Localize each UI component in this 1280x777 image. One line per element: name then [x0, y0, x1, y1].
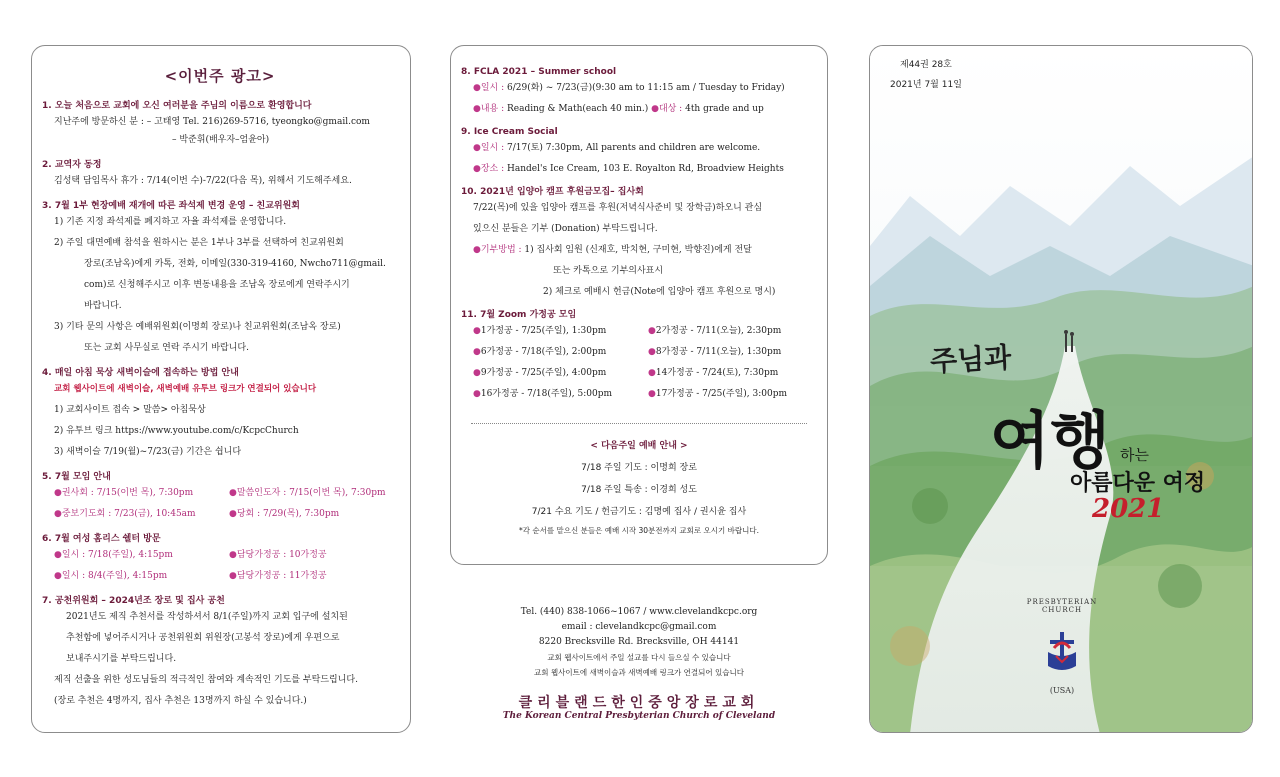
bullet-icon: ● [648, 347, 656, 357]
bullet-icon: ● [54, 509, 62, 519]
email: email : clevelandkcpc@gmail.com [561, 622, 717, 632]
label: 장소 : [480, 164, 508, 174]
zoom-item: 9가정공 - 7/25(주일), 4:00pm [480, 368, 607, 378]
text-value: 4th grade and up [685, 104, 764, 114]
label: 기부방법 : [480, 245, 525, 255]
bullet-icon: ● [473, 83, 481, 93]
zoom-row [461, 321, 817, 342]
volume-number: 제44권 28호 [900, 60, 952, 70]
website-note: 교회 웹사이트에서 주일 설교를 다시 들으실 수 있습니다 [547, 653, 731, 662]
bullet-icon: ● [229, 488, 237, 498]
section-heading: 4. 매일 아침 묵상 새벽이슬에 접속하는 방법 안내 [42, 368, 239, 378]
text-line: 또는 카톡으로 기부의사표시 [553, 266, 664, 276]
text-line: 2) 체크로 예배시 헌금(Note에 입양아 캠프 후원으로 명시) [543, 287, 776, 297]
text-line: 김성택 담임목사 휴가 : 7/14(이번 수)-7/22(다음 목), 위해서 기도해주세요. [54, 176, 352, 186]
text-line: 7/21 수요 기도 / 헌금기도 : 김명예 집사 / 권시윤 집사 [531, 507, 747, 517]
bullet-icon: ● [229, 571, 237, 581]
zoom-item: 6가정공 - 7/18(주일), 2:00pm [480, 347, 607, 357]
issue-date: 2021년 7월 11일 [890, 80, 962, 90]
zoom-item: 17가정공 - 7/25(주일), 3:00pm [655, 389, 788, 399]
phone-web: Tel. (440) 838-1066~1067 / www.clevelandkcpc.org [520, 607, 758, 617]
text-line: 보내주시기를 부탁드립니다. [66, 654, 177, 664]
label: 일시 : [480, 83, 508, 93]
bullet-icon: ● [473, 143, 481, 153]
contact-block [450, 605, 828, 724]
bullet-icon: ● [229, 550, 237, 560]
section-heading: 10. 2021년 입양아 캠프 후원금모집– 집사회 [461, 187, 644, 197]
label: 일시 : [480, 143, 508, 153]
bullet-icon: ● [473, 347, 481, 357]
zoom-row [461, 384, 817, 405]
zoom-row [461, 342, 817, 363]
note: *각 순서를 맡으신 분들은 예배 시작 30분전까지 교회로 오시기 바랍니다. [519, 526, 759, 535]
zoom-schedule [461, 321, 817, 405]
text-line: 바랍니다. [84, 301, 122, 311]
website-note: 교회 웹사이트에 새벽이슬과 새벽예배 링크가 연결되어 있습니다 [534, 668, 744, 677]
text-value: 7/17(토) 7:30pm, All parents and children are welcome. [507, 143, 761, 153]
text-line: (장로 추천은 4명까지, 집사 추천은 13명까지 하실 수 있습니다.) [54, 696, 307, 706]
cover-year: 2021 [1092, 494, 1165, 524]
seal-text-top: PRESBYTERIAN CHURCH [1026, 598, 1098, 614]
bullet-icon: ● [651, 104, 659, 114]
address: 8220 Brecksville Rd. Brecksville, OH 44141 [538, 637, 740, 647]
text-line: 2) 주일 대면예배 참석을 원하시는 분은 1부나 3부를 선택하여 친교위원회 [54, 238, 344, 248]
text-line: 3) 새벽이슬 7/19(월)~7/23(금) 기간은 쉽니다 [54, 447, 242, 457]
presbyterian-seal-icon [1020, 608, 1104, 692]
bullet-icon: ● [648, 368, 656, 378]
divider [471, 423, 807, 424]
bullet-icon: ● [54, 488, 62, 498]
zoom-item: 16가정공 - 7/18(주일), 5:00pm [480, 389, 613, 399]
meeting-item: 말씀인도자 : 7/15(이번 목), 7:30pm [236, 488, 386, 498]
text-line: 장로(조남옥)에게 카톡, 전화, 이메일(330-319-4160, Nwcho711@gmail. [84, 259, 386, 269]
visit-item: 일시 : 8/4(주일), 4:15pm [61, 571, 168, 581]
seal-text-bottom: (USA) [1049, 686, 1075, 695]
text-value: Reading & Math(each 40 min.) [507, 104, 649, 114]
zoom-item: 14가정공 - 7/24(토), 7:30pm [655, 368, 779, 378]
cover-panel [869, 45, 1253, 733]
section-heading: 3. 7월 1부 현장예배 재개에 따른 좌석제 변경 운영 – 친교위원회 [42, 201, 301, 211]
section-heading: 9. Ice Cream Social [461, 127, 558, 137]
section-heading: 8. FCLA 2021 – Summer school [461, 67, 617, 77]
text-line: 7/18 주일 특송 : 이경희 성도 [581, 485, 697, 495]
calligraphy-line-1: 주님과 [929, 340, 1013, 379]
calligraphy-line-3: 하는 [1120, 446, 1149, 464]
text-line: 1) 기존 지정 좌석제를 폐지하고 자율 좌석제를 운영합니다. [54, 217, 287, 227]
church-name-english: The Korean Central Presbyterian Church of Cleveland [502, 711, 776, 721]
meeting-item: 권사회 : 7/15(이번 목), 7:30pm [61, 488, 194, 498]
bullet-icon: ● [473, 326, 481, 336]
label: 대상 : [658, 104, 686, 114]
visit-item: 담당가정공 : 10가정공 [236, 550, 327, 560]
zoom-item: 8가정공 - 7/11(오늘), 1:30pm [655, 347, 782, 357]
bullet-icon: ● [648, 326, 656, 336]
section-heading: 6. 7월 여성 홈리스 쉘터 방문 [42, 534, 161, 544]
bullet-icon: ● [473, 368, 481, 378]
visit-item: 담당가정공 : 11가정공 [236, 571, 327, 581]
section-heading: 11. 7월 Zoom 가정공 모임 [461, 310, 577, 320]
visit-item: 일시 : 7/18(주일), 4:15pm [61, 550, 173, 560]
section-heading: 5. 7월 모임 안내 [42, 472, 111, 482]
label: 내용 : [480, 104, 508, 114]
zoom-row [461, 363, 817, 384]
text-line: 있으신 분들은 기부 (Donation) 부탁드립니다. [473, 224, 658, 234]
bullet-icon: ● [473, 104, 481, 114]
bullet-icon: ● [54, 571, 62, 581]
section-heading: 7. 공천위원회 – 2024년조 장로 및 집사 공천 [42, 596, 225, 606]
text-line: 추천함에 넣어주시거나 공천위원회 위원장(고봉석 장로)에게 우편으로 [66, 633, 340, 643]
text-value: 6/29(화) ~ 7/23(금)(9:30 am to 11:15 am / Tuesday to Friday) [507, 83, 785, 93]
text-line: 제직 선출을 위한 성도님들의 적극적인 참여와 계속적인 기도를 부탁드립니다. [54, 675, 358, 685]
calligraphy-line-2: 여행 [990, 404, 1110, 477]
calligraphy-line-4: 아름다운 여정 [1070, 470, 1206, 496]
text-line: 또는 교회 사무실로 연락 주시기 바랍니다. [84, 343, 249, 353]
bullet-icon: ● [473, 389, 481, 399]
text-value: 1) 집사회 임원 (신재호, 박치현, 구미현, 박향진)에게 전달 [524, 245, 752, 255]
text-line: 3) 기타 문의 사항은 예배위원회(이명희 장로)나 친교위원회(조남옥 장로) [54, 322, 341, 332]
text-value: Handel's Ice Cream, 103 E. Royalton Rd, Broadview Heights [507, 164, 784, 174]
highlight-line: 교회 웹사이트에 새벽이슬, 새벽예배 유투브 링크가 연결되어 있습니다 [54, 384, 317, 394]
section-heading: 2. 교역자 동정 [42, 160, 102, 170]
zoom-item: 1가정공 - 7/25(주일), 1:30pm [480, 326, 607, 336]
bullet-icon: ● [473, 245, 481, 255]
zoom-item: 2가정공 - 7/11(오늘), 2:30pm [655, 326, 782, 336]
church-name-korean: 클리블랜드한인중앙장로교회 [518, 695, 760, 711]
next-week-title: < 다음주일 예배 안내 > [590, 441, 688, 451]
panel-title: <이번주 광고> [164, 67, 276, 85]
bullet-icon: ● [54, 550, 62, 560]
section-heading: 1. 오늘 처음으로 교회에 오신 여러분을 주님의 이름으로 환영합니다 [42, 101, 312, 111]
announcements-panel-2 [450, 45, 828, 565]
meeting-item: 중보기도회 : 7/23(금), 10:45am [61, 509, 196, 519]
text-line: – 박준휘(배우자–엄윤아) [172, 135, 270, 145]
text-line: 7/22(목)에 있을 입양아 캠프를 후원(저녁식사준비 및 장학금)하오니 관심 [473, 203, 763, 213]
meeting-item: 당회 : 7/29(목), 7:30pm [236, 509, 340, 519]
bullet-icon: ● [229, 509, 237, 519]
text-line: 1) 교회사이트 접속 > 말씀> 아침묵상 [54, 405, 206, 415]
announcements-panel [31, 45, 411, 733]
text-line: com)로 신청해주시고 이후 변동내용을 조남옥 장로에게 연락주시기 [84, 280, 350, 290]
text-line: 7/18 주일 기도 : 이명희 장로 [581, 463, 697, 473]
text-line: 지난주에 방문하신 분 : – 고태영 Tel. 216)269-5716, tyeongko@gmail.com [54, 117, 370, 127]
bullet-icon: ● [648, 389, 656, 399]
bullet-icon: ● [473, 164, 481, 174]
text-line: 2) 유투브 링크 https://www.youtube.com/c/KcpcChurch [54, 426, 299, 436]
text-line: 2021년도 제직 추천서를 작성하셔서 8/1(주일)까지 교회 입구에 설치된 [66, 612, 348, 622]
